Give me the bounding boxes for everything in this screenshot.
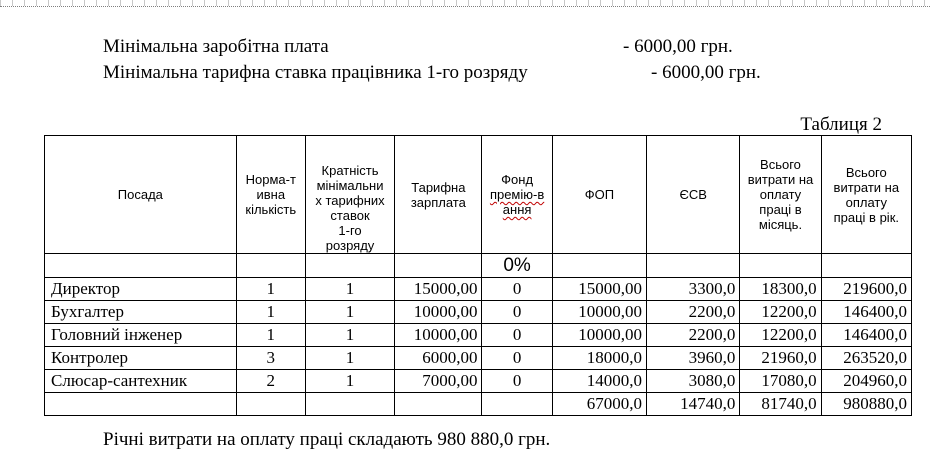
min-rate-label: Мінімальна тарифна ставка працівника 1-го розряду bbox=[103, 62, 528, 83]
table-header-row bbox=[45, 136, 912, 254]
min-rate-value: - 6000,00 грн. bbox=[651, 62, 761, 83]
table-row: Головний інженер 1 1 10000,00 0 10000,00 2200,0 12200,0 146400,0 bbox=[45, 324, 912, 347]
table-row: Директор 1 1 15000,00 0 15000,00 3300,0 18300,0 219600,0 bbox=[45, 278, 912, 301]
min-wage-value: - 6000,00 грн. bbox=[623, 36, 733, 57]
header-bonus: Фонд премію-в ання bbox=[482, 136, 552, 254]
header-tariff: Тарифна зарплата bbox=[395, 136, 482, 254]
totals-row bbox=[45, 393, 912, 416]
total-fop: 67000,0 bbox=[552, 393, 646, 416]
bonus-percent: 0% bbox=[482, 254, 552, 278]
total-monthly: 81740,0 bbox=[740, 393, 821, 416]
header-multiplicity: Кратність мінімальни х тарифних ставок 1-го розряду bbox=[305, 136, 394, 254]
header-norm: Норма-т ивна кількість bbox=[236, 136, 305, 254]
header-esv: ЄСВ bbox=[647, 136, 740, 254]
total-yearly: 980880,0 bbox=[821, 393, 911, 416]
header-yearly: Всього витрати на оплату праці в рік. bbox=[821, 136, 911, 254]
table-caption: Таблиця 2 bbox=[800, 114, 882, 135]
table-row: Контролер 3 1 6000,00 0 18000,0 3960,0 21960,0 263520,0 bbox=[45, 347, 912, 370]
annual-summary: Річні витрати на оплату праці складають 980 880,0 грн. bbox=[103, 429, 551, 450]
min-wage-label: Мінімальна заробітна плата bbox=[103, 36, 329, 57]
table-row: Бухгалтер 1 1 10000,00 0 10000,00 2200,0 12200,0 146400,0 bbox=[45, 301, 912, 324]
header-position: Посада bbox=[45, 136, 237, 254]
table-row: Слюсар-сантехник 2 1 7000,00 0 14000,0 3080,0 17080,0 204960,0 bbox=[45, 370, 912, 393]
total-esv: 14740,0 bbox=[647, 393, 740, 416]
page-margin-guide bbox=[0, 0, 930, 7]
header-monthly: Всього витрати на оплату праці в місяць. bbox=[740, 136, 821, 254]
salary-table bbox=[44, 135, 912, 416]
bonus-percent-row bbox=[45, 254, 912, 278]
min-rate-line bbox=[103, 62, 761, 84]
header-fop: ФОП bbox=[552, 136, 646, 254]
min-wage-line bbox=[103, 36, 733, 58]
